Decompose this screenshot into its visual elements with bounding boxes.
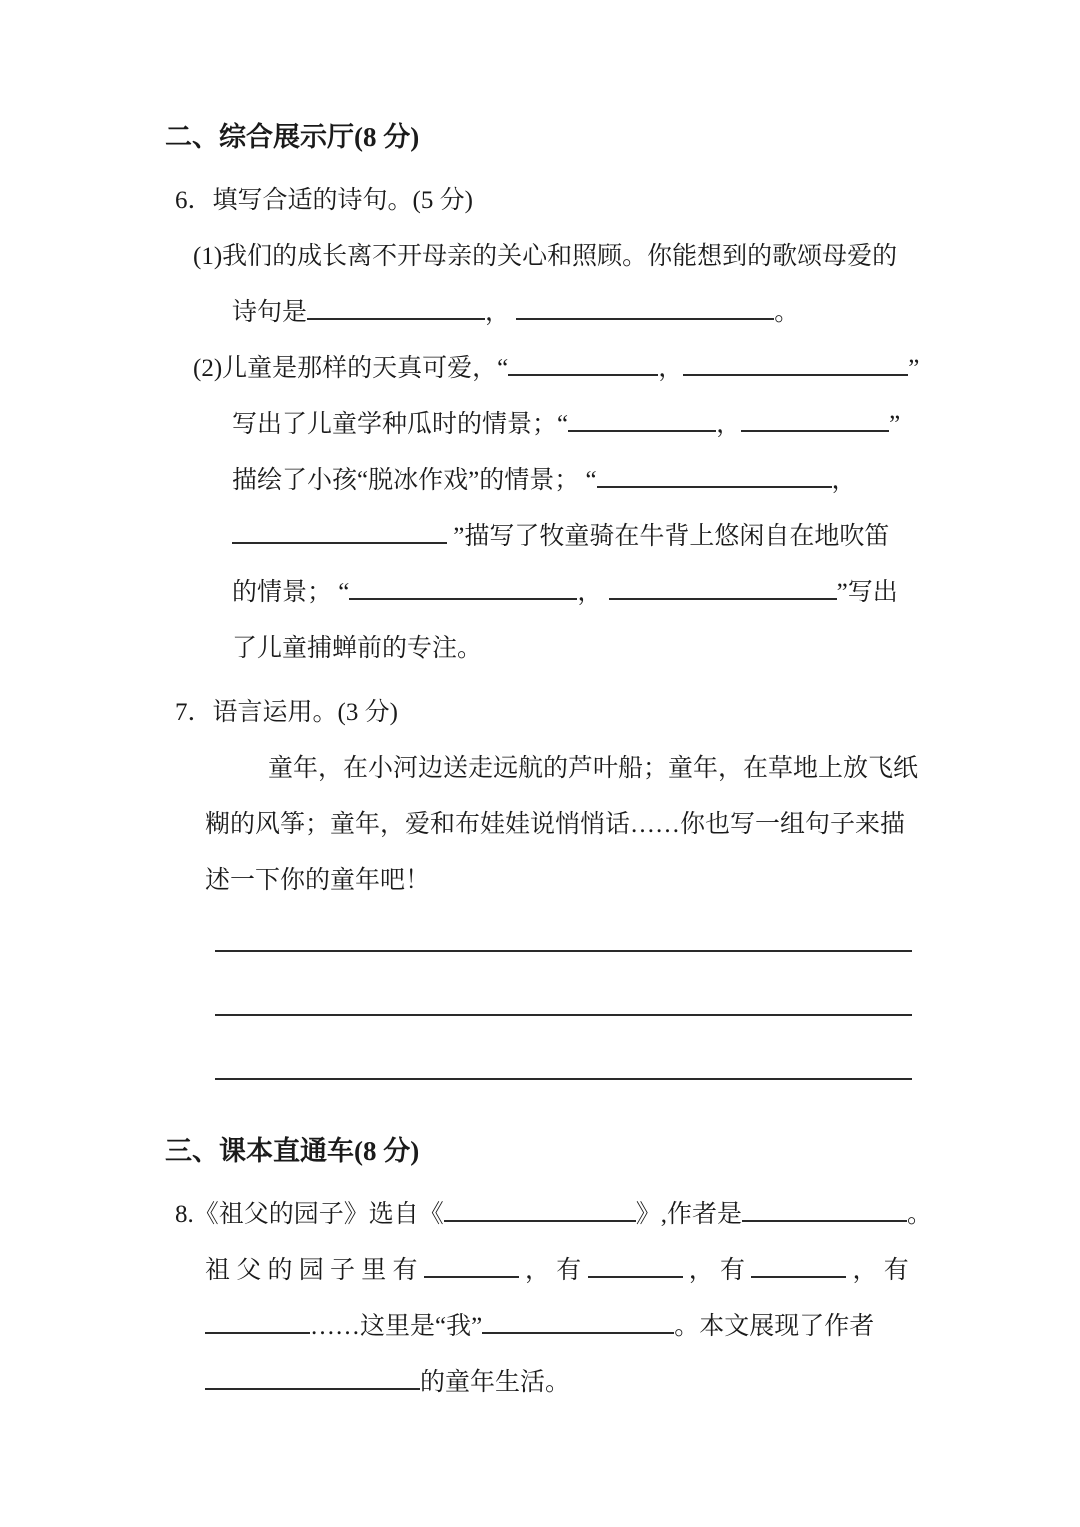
text-segment: ， 有 <box>682 1257 752 1284</box>
text-segment: 。本文展现了作者 <box>674 1313 875 1340</box>
question-8-line1 <box>0 1198 1080 1232</box>
text-segment: 8.《祖父的园子》选自《 <box>175 1201 444 1228</box>
text-segment: 描绘了小孩“脱冰作戏”的情景； “ <box>232 467 597 494</box>
q6-sub2-line3 <box>0 464 1080 498</box>
text-segment: 糊的风筝；童年，爱和布娃娃说悄悄话……你也写一组句子来描 <box>205 811 906 838</box>
text-segment: 三、课本直通车(8 分) <box>165 1136 420 1166</box>
fill-in-blank <box>609 580 837 600</box>
fill-in-blank <box>508 356 658 376</box>
question-8-line4 <box>0 1366 1080 1400</box>
fill-in-blank <box>588 1258 683 1278</box>
fill-in-blank <box>232 524 447 544</box>
q7-answer-rule-3 <box>0 1056 1080 1090</box>
fill-in-blank <box>568 412 716 432</box>
q6-sub1-line1 <box>0 240 1080 274</box>
text-segment: ”写出 <box>836 579 898 606</box>
fill-in-blank <box>307 300 485 320</box>
text-segment: ， <box>831 467 857 494</box>
q6-sub2-line6 <box>0 632 1080 666</box>
text-segment: 祖 父 的 园 子 里 有 <box>205 1257 424 1284</box>
text-segment: 。 <box>774 299 800 326</box>
fill-in-blank <box>205 1314 310 1334</box>
text-segment: (2)儿童是那样的天真可爱，“ <box>193 355 509 382</box>
text-segment: 7．语言运用。(3 分) <box>175 699 398 726</box>
q7-answer-rule-2 <box>0 992 1080 1026</box>
fill-in-blank <box>597 468 832 488</box>
q7-paragraph-line3 <box>0 864 1080 898</box>
section-heading-3 <box>0 1134 1080 1168</box>
text-segment: 述一下你的童年吧！ <box>205 867 431 894</box>
fill-in-blank <box>751 1258 846 1278</box>
q6-sub2-line2 <box>0 408 1080 442</box>
fill-in-blank <box>683 356 908 376</box>
text-segment: ， <box>716 411 742 438</box>
text-segment: 6．填写合适的诗句。(5 分) <box>175 187 473 214</box>
fill-in-blank <box>742 1202 907 1222</box>
q6-sub2-line5 <box>0 576 1080 610</box>
text-segment: ” <box>889 411 901 438</box>
text-segment: ……这里是“我” <box>310 1313 483 1340</box>
text-segment: 的童年生活。 <box>420 1369 571 1396</box>
text-segment: ， 有 <box>518 1257 588 1284</box>
text-segment: ， <box>658 355 684 382</box>
text-segment: 》,作者是 <box>635 1201 743 1228</box>
text-segment: ” <box>908 355 920 382</box>
text-segment: 写出了儿童学种瓜时的情景；“ <box>232 411 569 438</box>
text-segment: ， <box>485 299 517 326</box>
text-segment: ， 有 <box>846 1257 909 1284</box>
question-6-title <box>0 184 1080 218</box>
fill-in-blank <box>205 1370 420 1390</box>
question-8-line2 <box>0 1254 1080 1288</box>
question-7-title <box>0 696 1080 730</box>
fill-in-blank <box>215 932 912 952</box>
text-segment: (1)我们的成长离不开母亲的关心和照顾。你能想到的歌颂母爱的 <box>193 243 898 270</box>
text-segment: ， <box>577 579 609 606</box>
q7-paragraph-line2 <box>0 808 1080 842</box>
section-heading-2 <box>0 120 1080 154</box>
fill-in-blank <box>215 996 912 1016</box>
q7-answer-rule-1 <box>0 928 1080 962</box>
text-segment: 。 <box>907 1201 933 1228</box>
text-segment: 的情景； “ <box>232 579 350 606</box>
text-segment: 童年，在小河边送走远航的芦叶船；童年，在草地上放飞纸 <box>268 755 919 782</box>
fill-in-blank <box>482 1314 674 1334</box>
fill-in-blank <box>215 1060 912 1080</box>
text-segment: 了儿童捕蝉前的专注。 <box>232 635 483 662</box>
fill-in-blank <box>516 300 774 320</box>
text-segment: 诗句是 <box>232 299 308 326</box>
fill-in-blank <box>444 1202 636 1222</box>
q6-sub1-line2 <box>0 296 1080 330</box>
q7-paragraph-line1 <box>0 752 1080 786</box>
fill-in-blank <box>741 412 889 432</box>
fill-in-blank <box>424 1258 519 1278</box>
q6-sub2-line1 <box>0 352 1080 386</box>
text-segment: 二、综合展示厅(8 分) <box>165 122 420 152</box>
question-8-line3 <box>0 1310 1080 1344</box>
fill-in-blank <box>349 580 577 600</box>
text-segment: ”描写了牧童骑在牛背上悠闲自在地吹笛 <box>447 523 890 550</box>
q6-sub2-line4 <box>0 520 1080 554</box>
